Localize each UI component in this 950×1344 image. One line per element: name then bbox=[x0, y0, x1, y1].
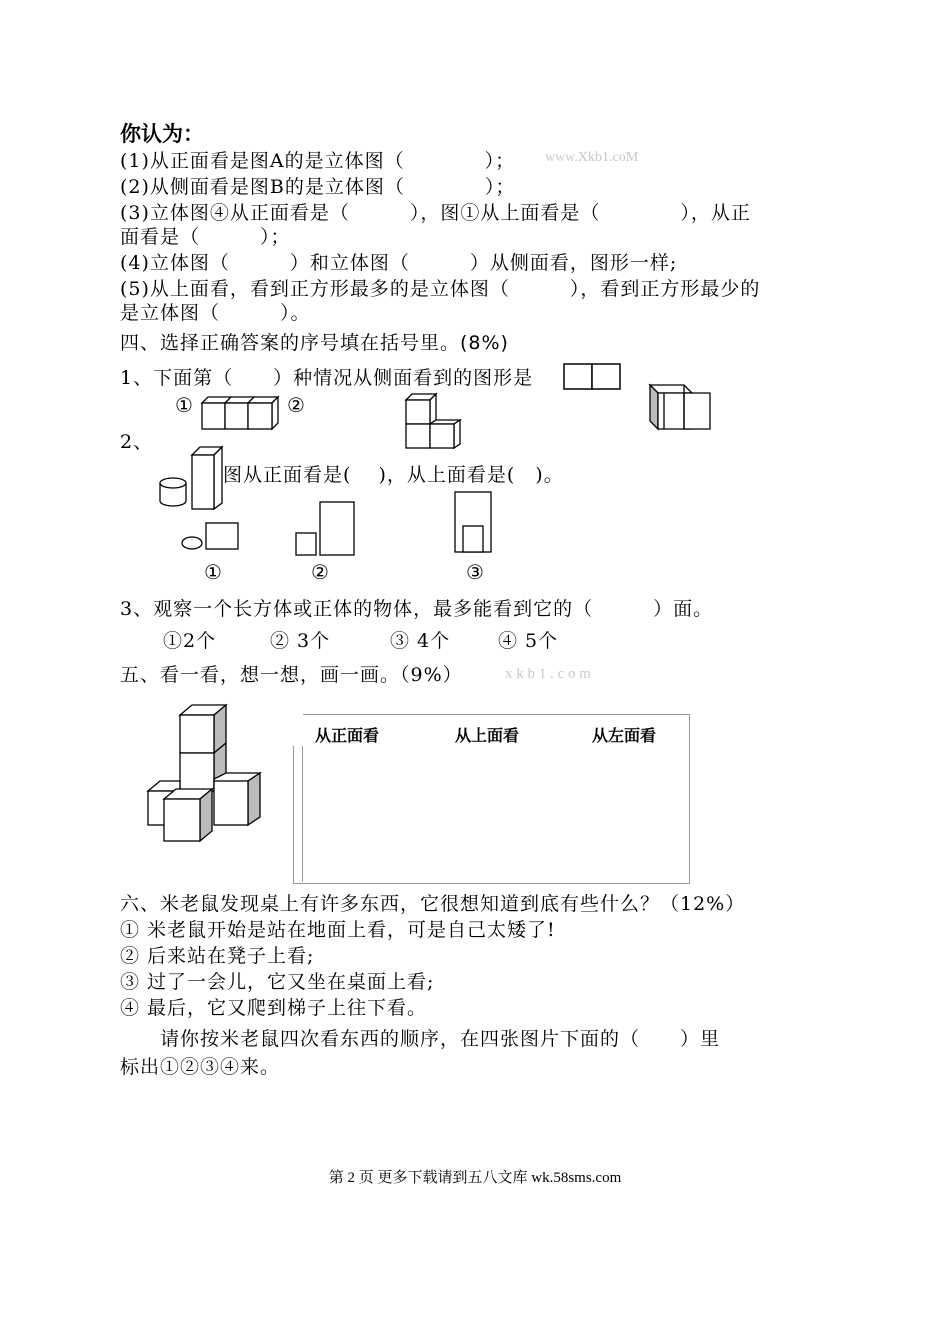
item-2-number: 2、 bbox=[120, 431, 154, 453]
instruction-cont: 标出①②③④来。 bbox=[120, 1056, 281, 1078]
item-3-choice-1: ①2个 bbox=[163, 630, 217, 652]
question-4: (4)立体图（ ）和立体图（ ）从侧面看，图形一样; bbox=[120, 252, 678, 274]
option-2-label: ② bbox=[287, 393, 306, 417]
choice-label-2: ② bbox=[311, 560, 330, 584]
page-footer: 第 2 页 更多下载请到五八文库 wk.58sms.com bbox=[328, 1170, 622, 1186]
choice-label-3: ③ bbox=[466, 560, 485, 584]
answer-figure-3 bbox=[453, 490, 495, 556]
l-shape-cubes-figure bbox=[404, 392, 466, 450]
instruction: 请你按米老鼠四次看东西的顺序，在四张图片下面的（ ）里 bbox=[120, 1028, 721, 1050]
shaded-cubes-figure bbox=[648, 383, 714, 433]
section-title-intro: 你认为： bbox=[120, 121, 204, 146]
section-title-4: 四、选择正确答案的序号填在括号里。(8%) bbox=[120, 332, 509, 354]
question-3: (3)立体图④从正面看是（ ），图①从上面看是（ ），从正 bbox=[120, 202, 751, 224]
answer-figure-2 bbox=[294, 500, 358, 558]
story-step-1: ① 米老鼠开始是站在地面上看，可是自己太矮了! bbox=[120, 919, 556, 941]
side-view-figure bbox=[563, 363, 623, 391]
item-3-choice-2: ② 3个 bbox=[270, 630, 331, 652]
answer-figure-1 bbox=[180, 520, 242, 552]
stacked-cubes-figure bbox=[146, 703, 264, 843]
story-step-4: ④ 最后，它又爬到梯子上往下看。 bbox=[120, 997, 428, 1019]
watermark: www.Xkb1.coM bbox=[545, 150, 639, 165]
item-1: 1、下面第（ ）种情况从侧面看到的图形是 bbox=[120, 367, 534, 389]
question-2: (2)从侧面看是图B的是立体图（ ）； bbox=[120, 176, 516, 198]
question-5: (5)从上面看，看到正方形最多的是立体图（ ），看到正方形最少的 bbox=[120, 278, 761, 300]
item-3: 3、观察一个长方体或正体的物体，最多能看到它的（ ）面。 bbox=[120, 598, 714, 620]
item-3-choice-4: ④ 5个 bbox=[498, 630, 559, 652]
section-title-5: 五、看一看，想一想，画一画。（9%） bbox=[120, 664, 463, 686]
section-title-6: 六、米老鼠发现桌上有许多东西，它很想知道到底有些什么？（12%） bbox=[120, 893, 746, 915]
story-step-3: ③ 过了一会儿，它又坐在桌面上看; bbox=[120, 971, 435, 993]
three-cubes-figure bbox=[200, 395, 280, 431]
question-1: (1)从正面看是图A的是立体图（ ）； bbox=[120, 150, 516, 172]
header-front-view: 从正面看 bbox=[315, 726, 380, 745]
option-1-label: ① bbox=[175, 393, 194, 417]
header-left-view: 从左面看 bbox=[592, 726, 657, 745]
item-3-choice-3: ③ 4个 bbox=[390, 630, 451, 652]
story-step-2: ② 后来站在凳子上看; bbox=[120, 945, 315, 967]
question-5-cont: 是立体图（ ）。 bbox=[120, 302, 311, 324]
header-top-view: 从上面看 bbox=[455, 726, 520, 745]
choice-label-1: ① bbox=[204, 560, 223, 584]
question-3-cont: 面看是（ ）； bbox=[120, 226, 291, 248]
watermark: x k b 1 . c o m bbox=[505, 666, 591, 682]
item-2: 图从正面看是( )，从上面看是( )。 bbox=[223, 464, 564, 486]
